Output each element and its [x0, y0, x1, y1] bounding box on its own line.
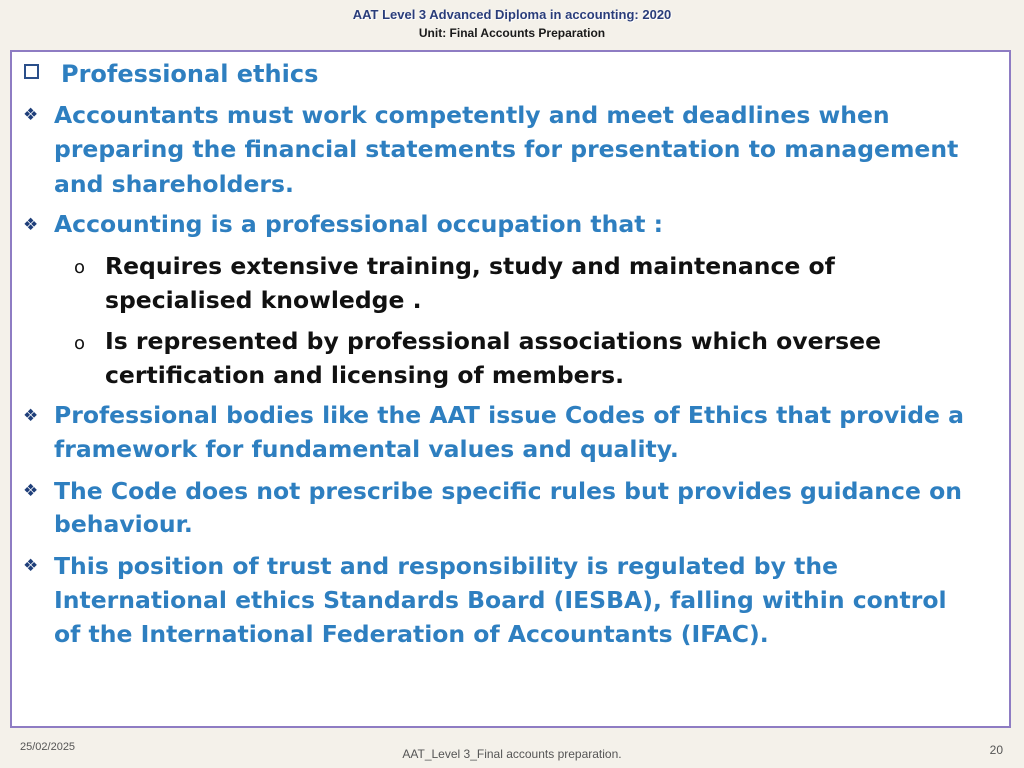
checkbox-square-icon: [24, 64, 39, 79]
header-title: AAT Level 3 Advanced Diploma in accounting: 2020: [352, 7, 672, 22]
bullet5-line3: of the International Federation of Accountants (IFAC).: [54, 620, 769, 648]
bullet3-line2: framework for fundamental values and quality.: [54, 435, 679, 463]
hollow-circle-icon: o: [74, 257, 86, 278]
bullet1-line2: preparing the financial statements for presentation to management: [54, 135, 959, 163]
bullet4-line1: The Code does not prescribe specific rules but provides guidance on: [54, 477, 962, 505]
bullet4-line2: behaviour.: [54, 510, 193, 538]
four-diamond-icon: ❖: [23, 215, 39, 235]
four-diamond-icon: ❖: [23, 105, 39, 125]
four-diamond-icon: ❖: [23, 481, 39, 501]
footer-date: 25/02/2025: [20, 741, 76, 753]
sub1-line2: specialised knowledge .: [105, 286, 422, 314]
page-number: 20: [989, 743, 1003, 757]
bullet5-line1: This position of trust and responsibility is regulated by the: [54, 552, 839, 580]
bullet1-line3: and shareholders.: [54, 170, 294, 198]
hollow-circle-icon: o: [74, 333, 86, 354]
bullet3-line1: Professional bodies like the AAT issue Codes of Ethics that provide a: [54, 401, 965, 429]
sub2-line2: certification and licensing of members.: [105, 361, 625, 389]
bullet1-line1: Accountants must work competently and meet deadlines when: [54, 101, 890, 129]
slide-heading: Professional ethics: [61, 60, 319, 88]
header-unit: Unit: Final Accounts Preparation: [418, 26, 606, 40]
sub2-line1: Is represented by professional associations which oversee: [105, 327, 882, 355]
bullet5-line2: International ethics Standards Board (IESBA), falling within control: [54, 586, 947, 614]
bullet2-line1: Accounting is a professional occupation that :: [54, 210, 664, 238]
four-diamond-icon: ❖: [23, 556, 39, 576]
four-diamond-icon: ❖: [23, 406, 39, 426]
footer-title: AAT_Level 3_Final accounts preparation.: [402, 747, 622, 761]
sub1-line1: Requires extensive training, study and maintenance of: [105, 252, 835, 280]
